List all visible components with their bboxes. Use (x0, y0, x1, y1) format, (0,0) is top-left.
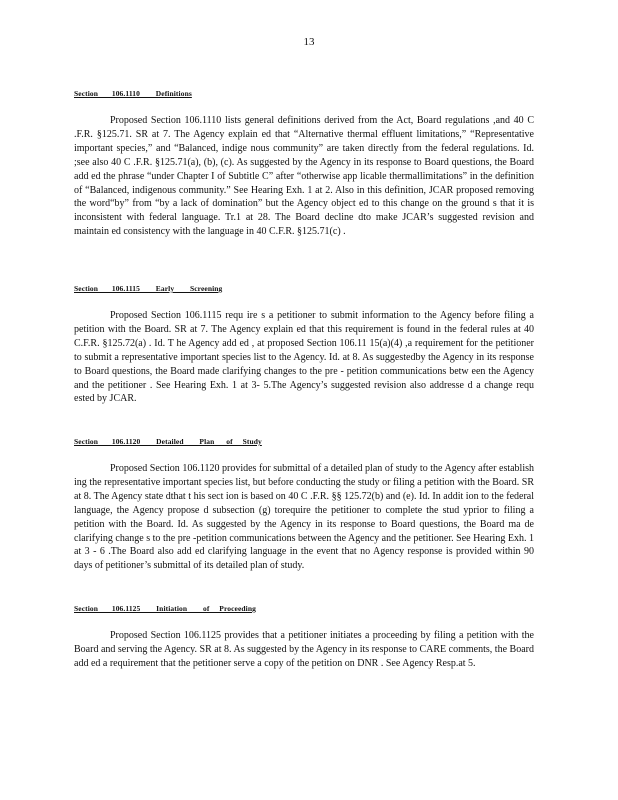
section-heading-106-1125: Section 106.1125 Initiation of Proceeding (74, 604, 256, 613)
section-body-106-1125: Proposed Section 106.1125 provides that a petitioner initiates a proceeding by filing a petition with the Board and serving the Agency. SR at 8. As suggested by the Agency in its response to CARE comments, the Board add ed a requirement that the petitioner serve a copy of the petition on DNR . See Agency Resp.at 5. (74, 630, 534, 669)
section-body-106-1110: Proposed Section 106.1110 lists general definitions derived from the Act, Board regulations ,and 40 C .F.R. §125.71. SR at 7. The Agency explain ed that “Alternative thermal effluent limitations,” “Representative important species,” and “Balanced, indige nous community” are taken directly from the federal regulations. Id. ;see also 40 C .F.R. §125.71(a), (b), (c). As suggested by the Agency in its response to Board questions, the Board add ed the phrase “under Chapter I of Subtitle C” after “otherwise app licable thermallimitations” in the definition of “Balanced, indigenous community.” See Hearing Exh. 1 at 2. Also in this definition, JCAR proposed removing the word“by” from “by a lack of domination” but the Agency object ed to this change on the ground s that it is inconsistent with federal language. Tr.1 at 28. The Board decline dto make JCAR’s suggested revision and maintain ed consistency with the language in 40 C.F.R. §125.71(c) . (74, 115, 534, 238)
section-body-106-1115: Proposed Section 106.1115 requ ire s a petitioner to submit information to the Agency before filing a petition with the Board. SR at 7. The Agency explain ed that this requirement is found in the federal rules at 40 C.F.R. §125.72(a) . Id. T he Agency add ed , at proposed Section 106.11 15(a)(4) ,a requirement for the petitioner to submit a representative important species list to the Agency. Id. at 8. As suggestedby the Agency in its response to Board questions, the Board made clarifying changes to the pre - petition communications betw een the Agency and the petitioner . See Hearing Exh. 1 at 3- 5.The Agency’s suggested revision also addresse d a change requ ested by JCAR. (74, 310, 534, 405)
section-body-106-1120: Proposed Section 106.1120 provides for submittal of a detailed plan of study to the Agency after establish ing the representative important species list, but before conducting the study or filing a petition with the Board. SR at 8. The Agency state dthat t his sect ion is based on 40 C .F.R. §§ 125.72(b) and (e). Id. In addit ion to the federal language, the Agency propose d subsection (g) torequire the petitioner to complete the stud yprior to filing a petition with the Board. Id. As suggested by the Agency in its response to Board questions, the Board ma de clarifying change s to the pre -petition communications between the Agency and the petitioner. See Hearing Exh. 1 at 3 - 6 .The Board also add ed clarifying language in the event that no Agency response is provided within 90 days of petitioner’s submittal of its detailed plan of study. (74, 463, 534, 572)
section-heading-106-1110: Section 106.1110 Definitions (74, 89, 192, 98)
page-number: 13 (303, 36, 315, 48)
section-heading-106-1120: Section 106.1120 Detailed Plan of Study (74, 437, 262, 446)
section-heading-106-1115: Section 106.1115 Early Screening (74, 284, 223, 293)
